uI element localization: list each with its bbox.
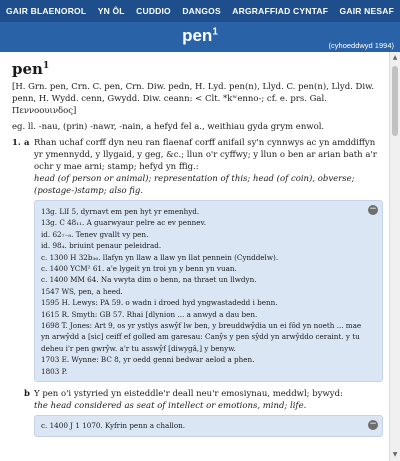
citation: id. 62₇₋₈. Tenev gvallt vy pen. bbox=[41, 229, 149, 239]
show-link[interactable]: DANGOS bbox=[182, 6, 221, 16]
collapse-icon[interactable]: − bbox=[369, 419, 377, 430]
citation: c. 1400 J 1 1070. Kyfrin penn a challon. bbox=[41, 421, 186, 431]
entry-content bbox=[0, 52, 389, 461]
citation: c. 1400 MM 64. Na vwyta dim o benn, na thraet un llwdyn. bbox=[41, 275, 257, 285]
previous-word-link[interactable]: GAIR BLAENOROL bbox=[6, 6, 87, 16]
citation: c. 1300 H 32b₃₆. llafyn yn llaw a llaw yn llat pennein (Cynddelw). bbox=[41, 252, 279, 262]
top-navigation-bar bbox=[0, 0, 400, 22]
citation: 13g. LlI 5, dyrnavt em pen hyt yr emenhyd. bbox=[41, 207, 200, 216]
citations-box bbox=[34, 200, 383, 382]
sense-gloss: the head considered as seat of intellect or emotions, mind; life. bbox=[34, 401, 307, 412]
headword bbox=[12, 60, 383, 78]
citation: 1698 T. Jones: Art 9, os yr ystlys aswŷf lw ben, y breuddwŷdia un ei fôd yn noeth ... mae yn arwŷdd a [sic] ceiff ef golled am garesau: Canŷs y pen sŷdd yn arwŷddo ceraint. y tu deheu i'r pen gwrŷw. a'r tu asswŷf [diwygâ,] y benyw. bbox=[41, 321, 362, 353]
hide-link[interactable]: CUDDIO bbox=[136, 6, 171, 16]
sense-definition: Rhan uchaf corff dyn neu ran flaenaf corff anifail sy'n cynnwys ac yn amddiffyn yr ymennydd, y llygaid, y geg, &c.; llun o'r cyffwy; y llun o ben ar arian bath a'r ochr y mae arni; stamp; hefyd yn ffig.: bbox=[34, 138, 377, 172]
first-edition-link[interactable]: ARGRAFFIAD CYNTAF bbox=[232, 6, 329, 16]
sense-1b-block bbox=[24, 388, 383, 436]
publication-date: (cyhoeddwyd 1994) bbox=[328, 41, 394, 50]
back-link[interactable]: YN ÔL bbox=[97, 6, 125, 16]
citation: c. 1400 YCM² 61. a'e lygeit yn troi yn y benn yn vuan. bbox=[41, 264, 237, 274]
headword-text: pen bbox=[12, 60, 43, 78]
sense-1a bbox=[12, 137, 383, 173]
sense-number: 1. bbox=[12, 138, 21, 148]
sense-letter: a bbox=[24, 138, 30, 148]
entry-title-superscript: 1 bbox=[212, 26, 218, 38]
scroll-down-icon[interactable]: ▼ bbox=[392, 451, 398, 458]
citation: id. 98₄. briuint penaur peleidrad. bbox=[41, 241, 162, 251]
citations-box bbox=[34, 415, 383, 436]
entry-title-word: pen bbox=[182, 26, 213, 45]
scrollbar-thumb[interactable] bbox=[392, 66, 398, 136]
vertical-scrollbar[interactable] bbox=[389, 52, 400, 461]
citation: 1547 WS, pen, a heed. bbox=[41, 286, 123, 296]
citation: 1803 P. bbox=[41, 366, 68, 376]
next-word-link[interactable]: GAIR NESAF bbox=[339, 6, 394, 16]
citation: 1595 H. Lewys: PA 59. o wadn i droed hyd yngwastadedd i benn. bbox=[41, 298, 278, 308]
sense-gloss: head (of person or animal); representation of this; head (of coin), obverse; (postage-)stamp; also fig. bbox=[34, 174, 355, 196]
sense-letter: b bbox=[24, 389, 30, 400]
entry-title-bar bbox=[0, 22, 400, 52]
citation: 1703 E. Wynne: BC 8, yr oedd genni bedwar aelod a phen. bbox=[41, 355, 255, 365]
scroll-up-icon[interactable]: ▲ bbox=[392, 54, 398, 61]
citation: 1615 R. Smyth: GB 57. Rhai [dlynion ... a anwyd a dau ben. bbox=[41, 309, 258, 319]
collapse-icon[interactable]: − bbox=[369, 204, 377, 214]
etymology: [H. Grn. pen, Crn. C. pen, Crn. Diw. pedn, H. Lyd. pen(n), Llyd. C. pen(n), Llyd. Diw. penn, H. Wydd. cenn, Gwydd. Diw. ceann: < Clt. *kʷenno-; cf. e. prs. Gal. Πεννοουινδος] bbox=[12, 82, 375, 116]
headword-superscript: 1 bbox=[42, 61, 50, 71]
citation: 13g. C 48₁₁. A guarwyaur pelre ac ev pennev. bbox=[41, 218, 207, 228]
sense-1b bbox=[24, 388, 383, 400]
sense-definition: Y pen o'i ystyried yn eisteddle'r deall neu'r emosiynau, meddwl; bywyd: bbox=[34, 389, 343, 400]
grammatical-forms: eg. ll. -nau, (prin) -nawr, -nain, a hefyd fel a., weithiau gyda grym enwol. bbox=[12, 122, 325, 132]
